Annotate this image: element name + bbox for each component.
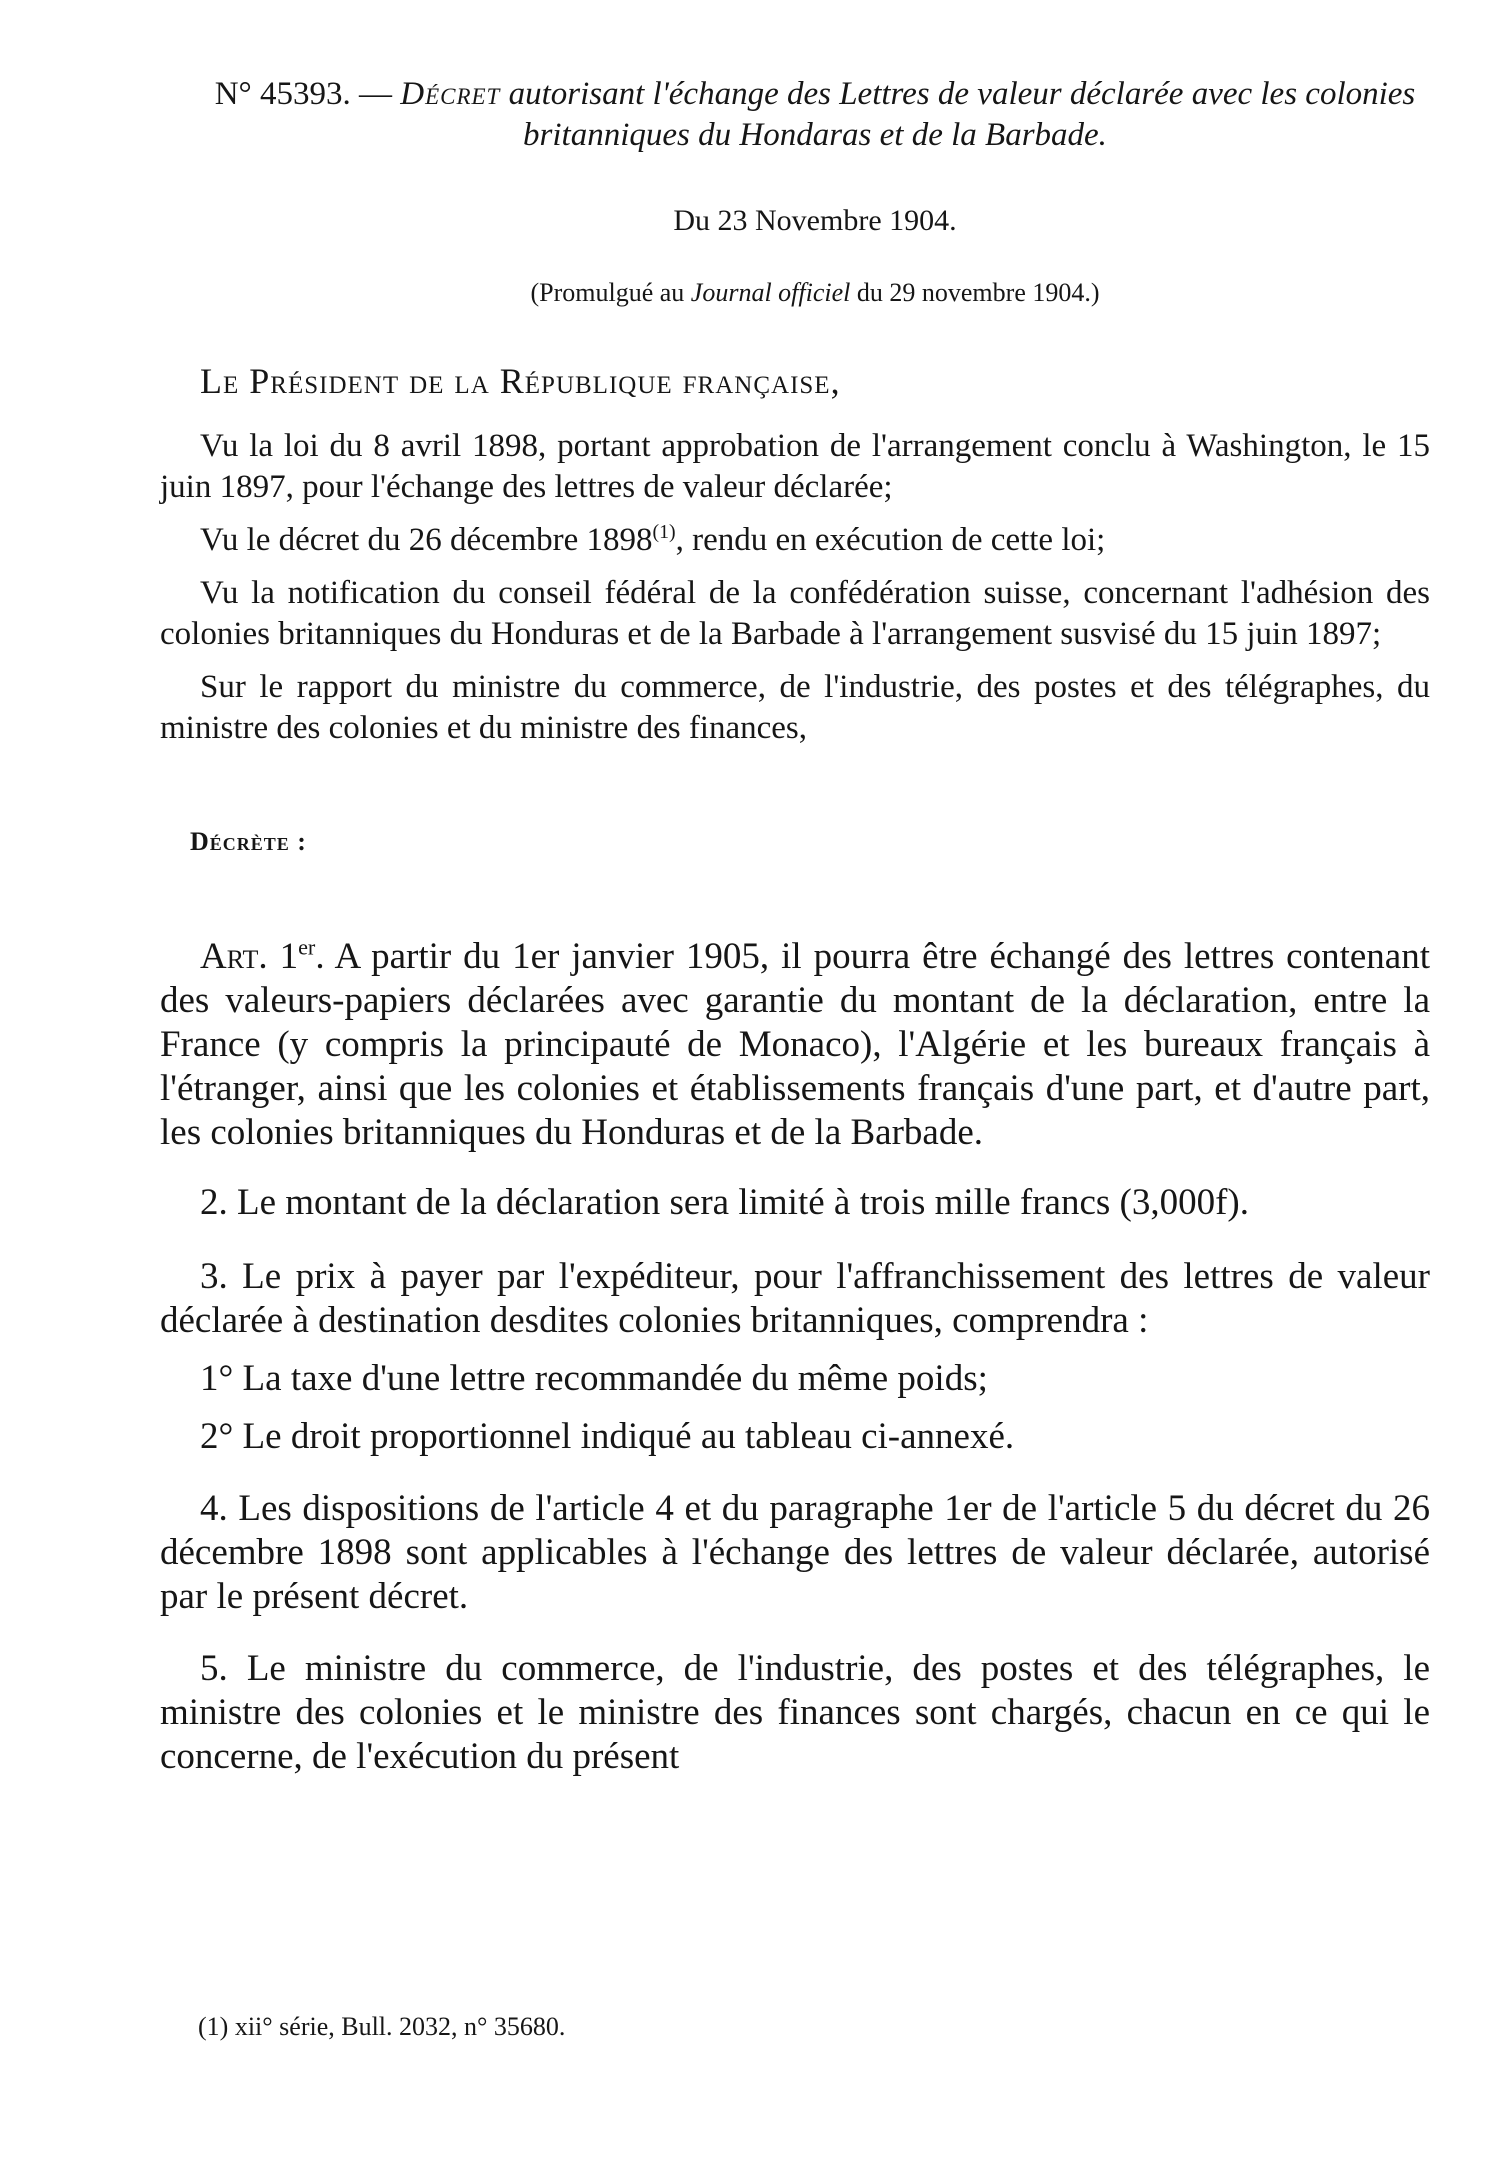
president-heading: Le Président de la République française, <box>200 361 841 401</box>
article-number-sup: er <box>298 934 316 960</box>
promulgation-note <box>200 278 1430 308</box>
decree-number: N° 45393. — <box>214 76 392 112</box>
article-4: 4. Les dispositions de l'article 4 et du paragraphe 1er de l'article 5 du décret du 26 décembre 1898 sont applicables à l'échange des lettres de valeur déclarée, autorisé par le présent décret. <box>160 1488 1430 1617</box>
document-page <box>160 74 1430 1779</box>
article-1 <box>160 935 1430 1155</box>
article-2: 2. Le montant de la déclaration sera limité à trois mille francs (3,000f). <box>200 1182 1249 1223</box>
decrete-heading: Décrète : <box>190 827 307 856</box>
preamble-paragraph: Vu la loi du 8 avril 1898, portant approbation de l'arrangement conclu à Washington, le 15 juin 1897, pour l'échange des lettres de valeur déclarée; <box>160 428 1430 505</box>
article-3-item-2: 2° Le droit proportionnel indiqué au tableau ci-annexé. <box>200 1416 1015 1457</box>
decree-date: Du 23 Novembre 1904. <box>673 204 957 237</box>
preamble-paragraph: Sur le rapport du ministre du commerce, de l'industrie, des postes et des télégraphes, du ministre des colonies et du ministre des finances, <box>160 669 1430 746</box>
preamble-paragraph <box>160 520 1430 561</box>
article-text: . A partir du 1er janvier 1905, il pourra être échangé des lettres contenant des valeurs-papiers déclarées avec garantie du montant de la déclaration, entre la France (y compris la principauté de Monaco), l'Algérie et les bureaux français à l'étranger, ainsi que les colonies et établissements français d'une part, et d'autre part, les colonies britanniques du Honduras et de la Barbade. <box>160 936 1431 1153</box>
promulgation-after: du 29 novembre 1904.) <box>850 278 1100 307</box>
preamble-text: Vu le décret du 26 décembre 1898 <box>200 522 653 558</box>
preamble-paragraph: Vu la notification du conseil fédéral de la confédération suisse, concernant l'adhésion des colonies britanniques du Honduras et de la Barbade à l'arrangement susvisé du 15 juin 1897; <box>160 575 1430 652</box>
articles <box>160 935 1430 1779</box>
preamble-text: , rendu en exécution de cette loi; <box>675 522 1106 558</box>
journal-name: Journal officiel <box>690 278 851 307</box>
decree-word: Décret <box>400 76 501 112</box>
preamble <box>160 426 1430 749</box>
article-3-item-1: 1° La taxe d'une lettre recommandée du même poids; <box>200 1358 988 1399</box>
article-number: 1 <box>279 936 299 977</box>
decree-title: autorisant l'échange des Lettres de valeur déclarée avec les colonies britanniques du Hondaras et de la Barbade. <box>508 76 1416 153</box>
article-label: Art. <box>200 936 268 977</box>
footnote-mark: (1) <box>652 521 676 543</box>
footnote: (1) xii° série, Bull. 2032, n° 35680. <box>198 2012 566 2041</box>
promulgation-before: (Promulgué au <box>530 278 691 307</box>
article-3: 3. Le prix à payer par l'expéditeur, pour l'affranchissement des lettres de valeur déclarée à destination desdites colonies britanniques, comprendra : <box>160 1256 1430 1341</box>
article-5: 5. Le ministre du commerce, de l'industrie, des postes et des télégraphes, le ministre des colonies et le ministre des finances sont chargés, chacun en ce qui le concerne, de l'exécution du présent <box>160 1648 1430 1777</box>
decree-heading <box>200 74 1430 156</box>
